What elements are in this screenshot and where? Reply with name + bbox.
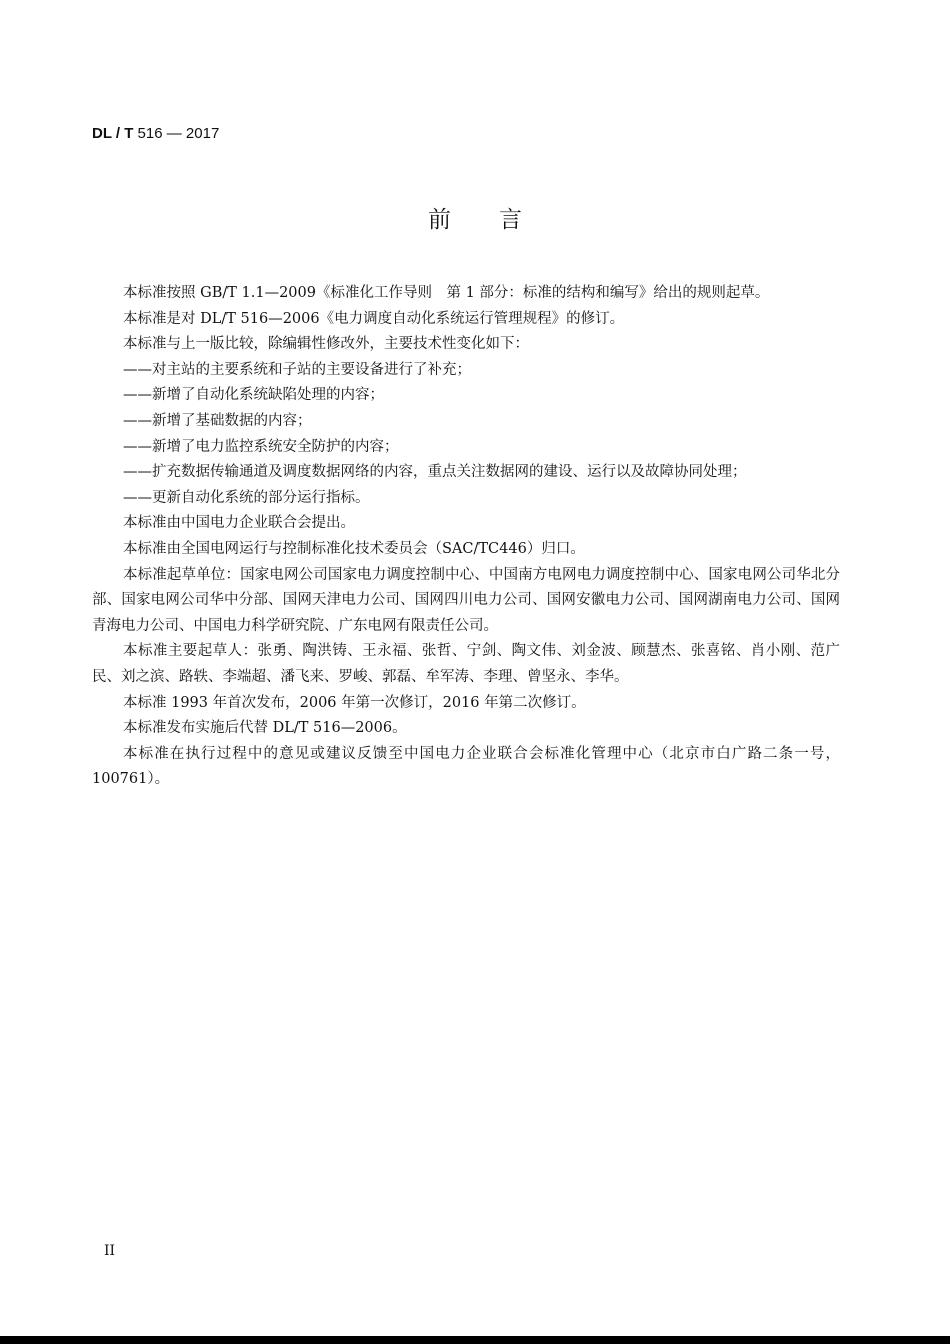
change-item: ——新增了基础数据的内容；: [123, 412, 312, 429]
paragraph-revision: 本标准是对 DL/T 516—2006《电力调度自动化系统运行管理规程》的修订。: [123, 310, 625, 327]
paragraph-drafting-units: 本标准起草单位：国家电网公司国家电力调度控制中心、中国南方电网电力调度控制中心、国家电网公司华北分部、国家电网公司华中分部、国网天津电力公司、国网四川电力公司、国网安徽电力公司、国网湖南电力公司、国网青海电力公司、中国电力科学研究院、广东电网有限责任公司。: [92, 566, 840, 634]
page-title: 前言: [428, 207, 570, 233]
paragraph-feedback: 本标准在执行过程中的意见或建议反馈至中国电力企业联合会标准化管理中心（北京市白广路二条一号，100761）。: [92, 745, 840, 788]
paragraph-drafting-rules: 本标准按照 GB/T 1.1—2009《标准化工作导则 第 1 部分：标准的结构和编写》给出的规则起草。: [123, 285, 770, 301]
page-number: II: [104, 1243, 116, 1259]
paragraph-drafters: 本标准主要起草人：张勇、陶洪铸、王永福、张哲、宁剑、陶文伟、刘金波、顾慧杰、张喜铭、肖小刚、范广民、刘之滨、路轶、李端超、潘飞来、罗峻、郭磊、牟军涛、李理、曾坚永、李华。: [92, 643, 840, 685]
paragraph-committee: 本标准由全国电网运行与控制标准化技术委员会（SAC/TC446）归口。: [123, 540, 585, 557]
change-item: ——新增了电力监控系统安全防护的内容；: [123, 438, 399, 455]
change-item: ——新增了自动化系统缺陷处理的内容；: [123, 387, 384, 404]
bottom-border: [0, 1336, 950, 1344]
standard-prefix: DL / T: [92, 125, 134, 142]
foreword-body: [92, 281, 840, 793]
document-header: [92, 124, 219, 144]
change-item: ——扩充数据传输通道及调度数据网络的内容，重点关注数据网的建设、运行以及故障协同处理；: [123, 464, 747, 481]
paragraph-replacement: 本标准发布实施后代替 DL/T 516—2006。: [123, 720, 407, 737]
change-item: ——更新自动化系统的部分运行指标。: [123, 489, 370, 506]
paragraph-history: 本标准 1993 年首次发布，2006 年第一次修订，2016 年第二次修订。: [123, 694, 586, 711]
paragraph-changes-intro: 本标准与上一版比较，除编辑性修改外，主要技术性变化如下：: [123, 336, 529, 353]
standard-number: 516 — 2017: [133, 125, 220, 142]
paragraph-proposer: 本标准由中国电力企业联合会提出。: [123, 515, 355, 532]
change-item: ——对主站的主要系统和子站的主要设备进行了补充；: [123, 361, 471, 378]
